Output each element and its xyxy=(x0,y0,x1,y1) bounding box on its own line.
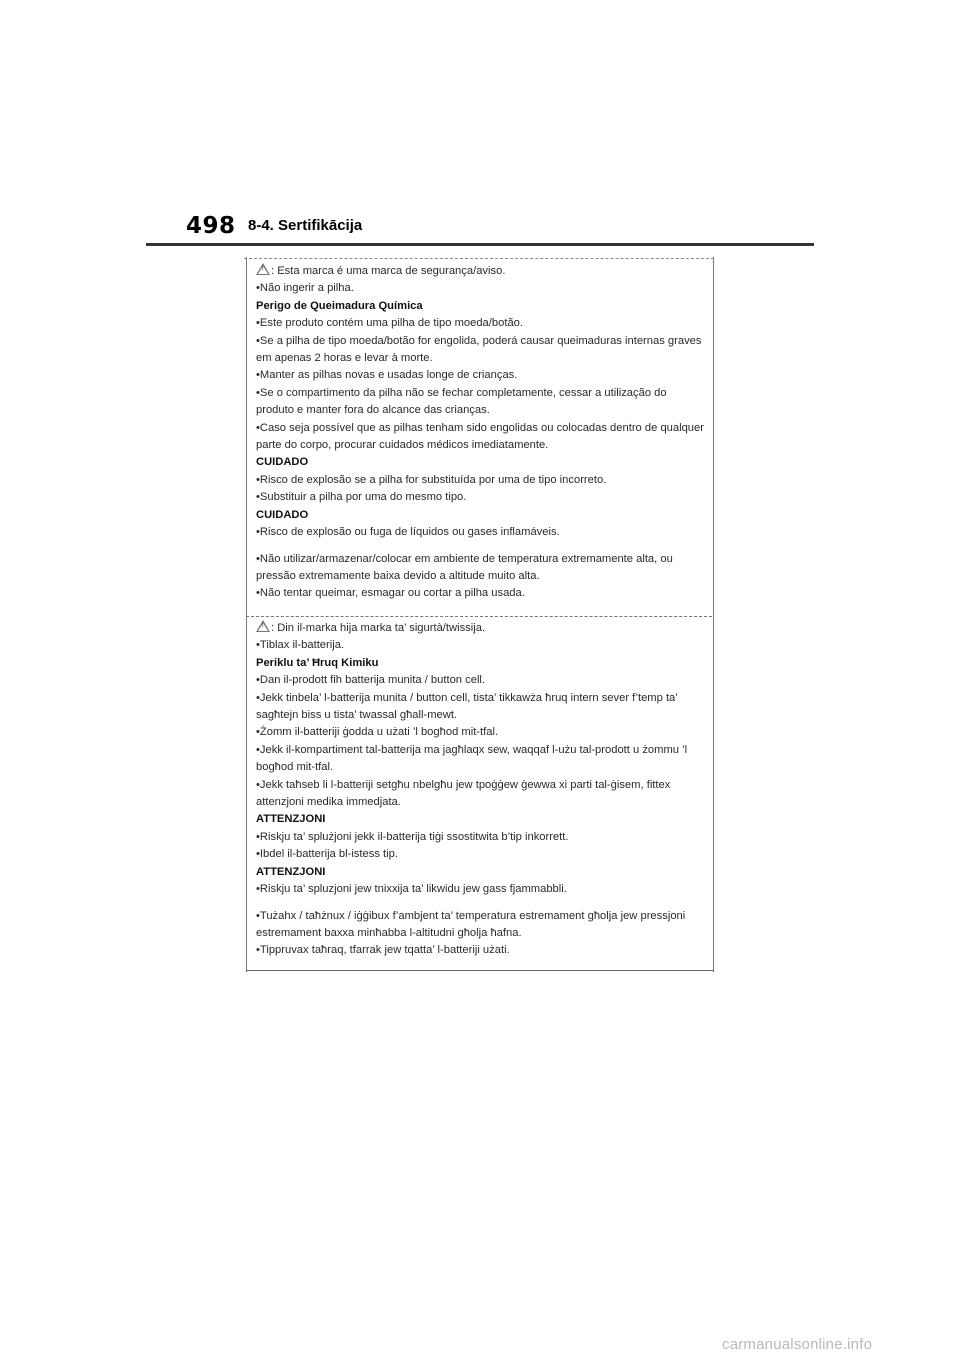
warning-triangle-icon xyxy=(256,263,270,275)
pt-heading: CUIDADO xyxy=(256,508,309,521)
mt-line: •Riskju ta’ splużjoni jekk il-batterija tiġi ssostitwita b’tip inkorrett. xyxy=(256,830,569,843)
mt-line: •Tiblax il-batterija. xyxy=(256,639,345,652)
pt-heading: CUIDADO xyxy=(256,456,309,469)
header-rule xyxy=(146,243,814,246)
portuguese-warnings xyxy=(256,263,706,603)
mt-heading: ATTENZJONI xyxy=(256,813,326,826)
pt-line: •Risco de explosão ou fuga de líquidos ou gases inflamáveis. xyxy=(256,526,560,539)
mt-line: •Tippruvax taħraq, tfarrak jew tqatta’ l-batteriji użati. xyxy=(256,944,510,957)
mt-heading: ATTENZJONI xyxy=(256,865,326,878)
language-divider xyxy=(246,616,712,617)
mt-heading: Periklu ta’ Ħruq Kimiku xyxy=(256,656,379,669)
mt-line: •Jekk taħseb li l-batteriji setgħu nbelgħu jew tpoġġew ġewwa xi parti tal-ġisem, fittex attenzjoni medika immedjata. xyxy=(256,778,671,809)
mt-line: •Dan il-prodott fih batterija munita / button cell. xyxy=(256,674,486,687)
spacer xyxy=(256,899,706,908)
section-title: 8-4. Sertifikācija xyxy=(248,217,363,234)
warning-mark-line: !: Din il-marka hija marka ta’ sigurtà/twissija. xyxy=(256,620,706,637)
pt-line: •Substituir a pilha por uma do mesmo tipo. xyxy=(256,491,467,504)
mt-line: •Jekk il-kompartiment tal-batterija ma jagħlaqx sew, waqqaf l-użu tal-prodott u żommu ’l bogħod mit-tfal. xyxy=(256,743,688,774)
pt-line: •Manter as pilhas novas e usadas longe de crianças. xyxy=(256,369,518,382)
mt-line: •Jekk tinbela’ l-batterija munita / button cell, tista’ tikkawża ħruq intern sever f’temp ta’ sagħtejn biss u tista’ twassal għall-mewt. xyxy=(256,691,678,722)
page-number: 498 xyxy=(186,213,236,239)
pt-line: •Caso seja possível que as pilhas tenham sido engolidas ou colocadas dentro de qualquer parte do corpo, procurar cuidados médicos imediatamente. xyxy=(256,421,704,452)
scan-bottom-border xyxy=(246,970,714,971)
mt-line: •Tużahx / taħżnux / iġġibux f’ambjent ta’ temperatura estremament għolja jew pressjoni estremament baxxa minħabba l-altitudni għolja ħafna. xyxy=(256,909,686,939)
pt-line: •Se a pilha de tipo moeda/botão for engolida, poderá causar queimaduras internas graves em apenas 2 horas e levar à morte. xyxy=(256,334,702,365)
warning-triangle-icon xyxy=(256,620,270,632)
spacer xyxy=(256,542,706,551)
pt-line: •Não utilizar/armazenar/colocar em ambiente de temperatura extremamente alta, ou pressão extremamente baixa devido a altitude muito alta. xyxy=(256,552,673,582)
maltese-warnings xyxy=(256,620,706,960)
mt-line: •Riskju ta’ spluzjoni jew tnixxija ta’ likwidu jew gass fjammabbli. xyxy=(256,883,567,896)
pt-line: •Este produto contém uma pilha de tipo moeda/botão. xyxy=(256,317,523,330)
mt-line: •Ibdel il-batterija bl-istess tip. xyxy=(256,848,398,861)
pt-line: •Não ingerir a pilha. xyxy=(256,282,354,295)
pt-line: •Risco de explosão se a pilha for substituída por uma de tipo incorreto. xyxy=(256,473,607,486)
pt-line: •Se o compartimento da pilha não se fechar completamente, cessar a utilização do produto e manter fora do alcance das crianças. xyxy=(256,386,667,417)
warning-mark-line: !: Esta marca é uma marca de segurança/aviso. xyxy=(256,263,706,280)
pt-heading: Perigo de Queimadura Química xyxy=(256,299,423,312)
page-header xyxy=(0,0,960,250)
site-watermark: carmanualsonline.info xyxy=(722,1336,873,1353)
pt-line: •Não tentar queimar, esmagar ou cortar a pilha usada. xyxy=(256,587,525,600)
mt-line: •Żomm il-batteriji ġodda u użati ’l bogħod mit-tfal. xyxy=(256,726,499,739)
